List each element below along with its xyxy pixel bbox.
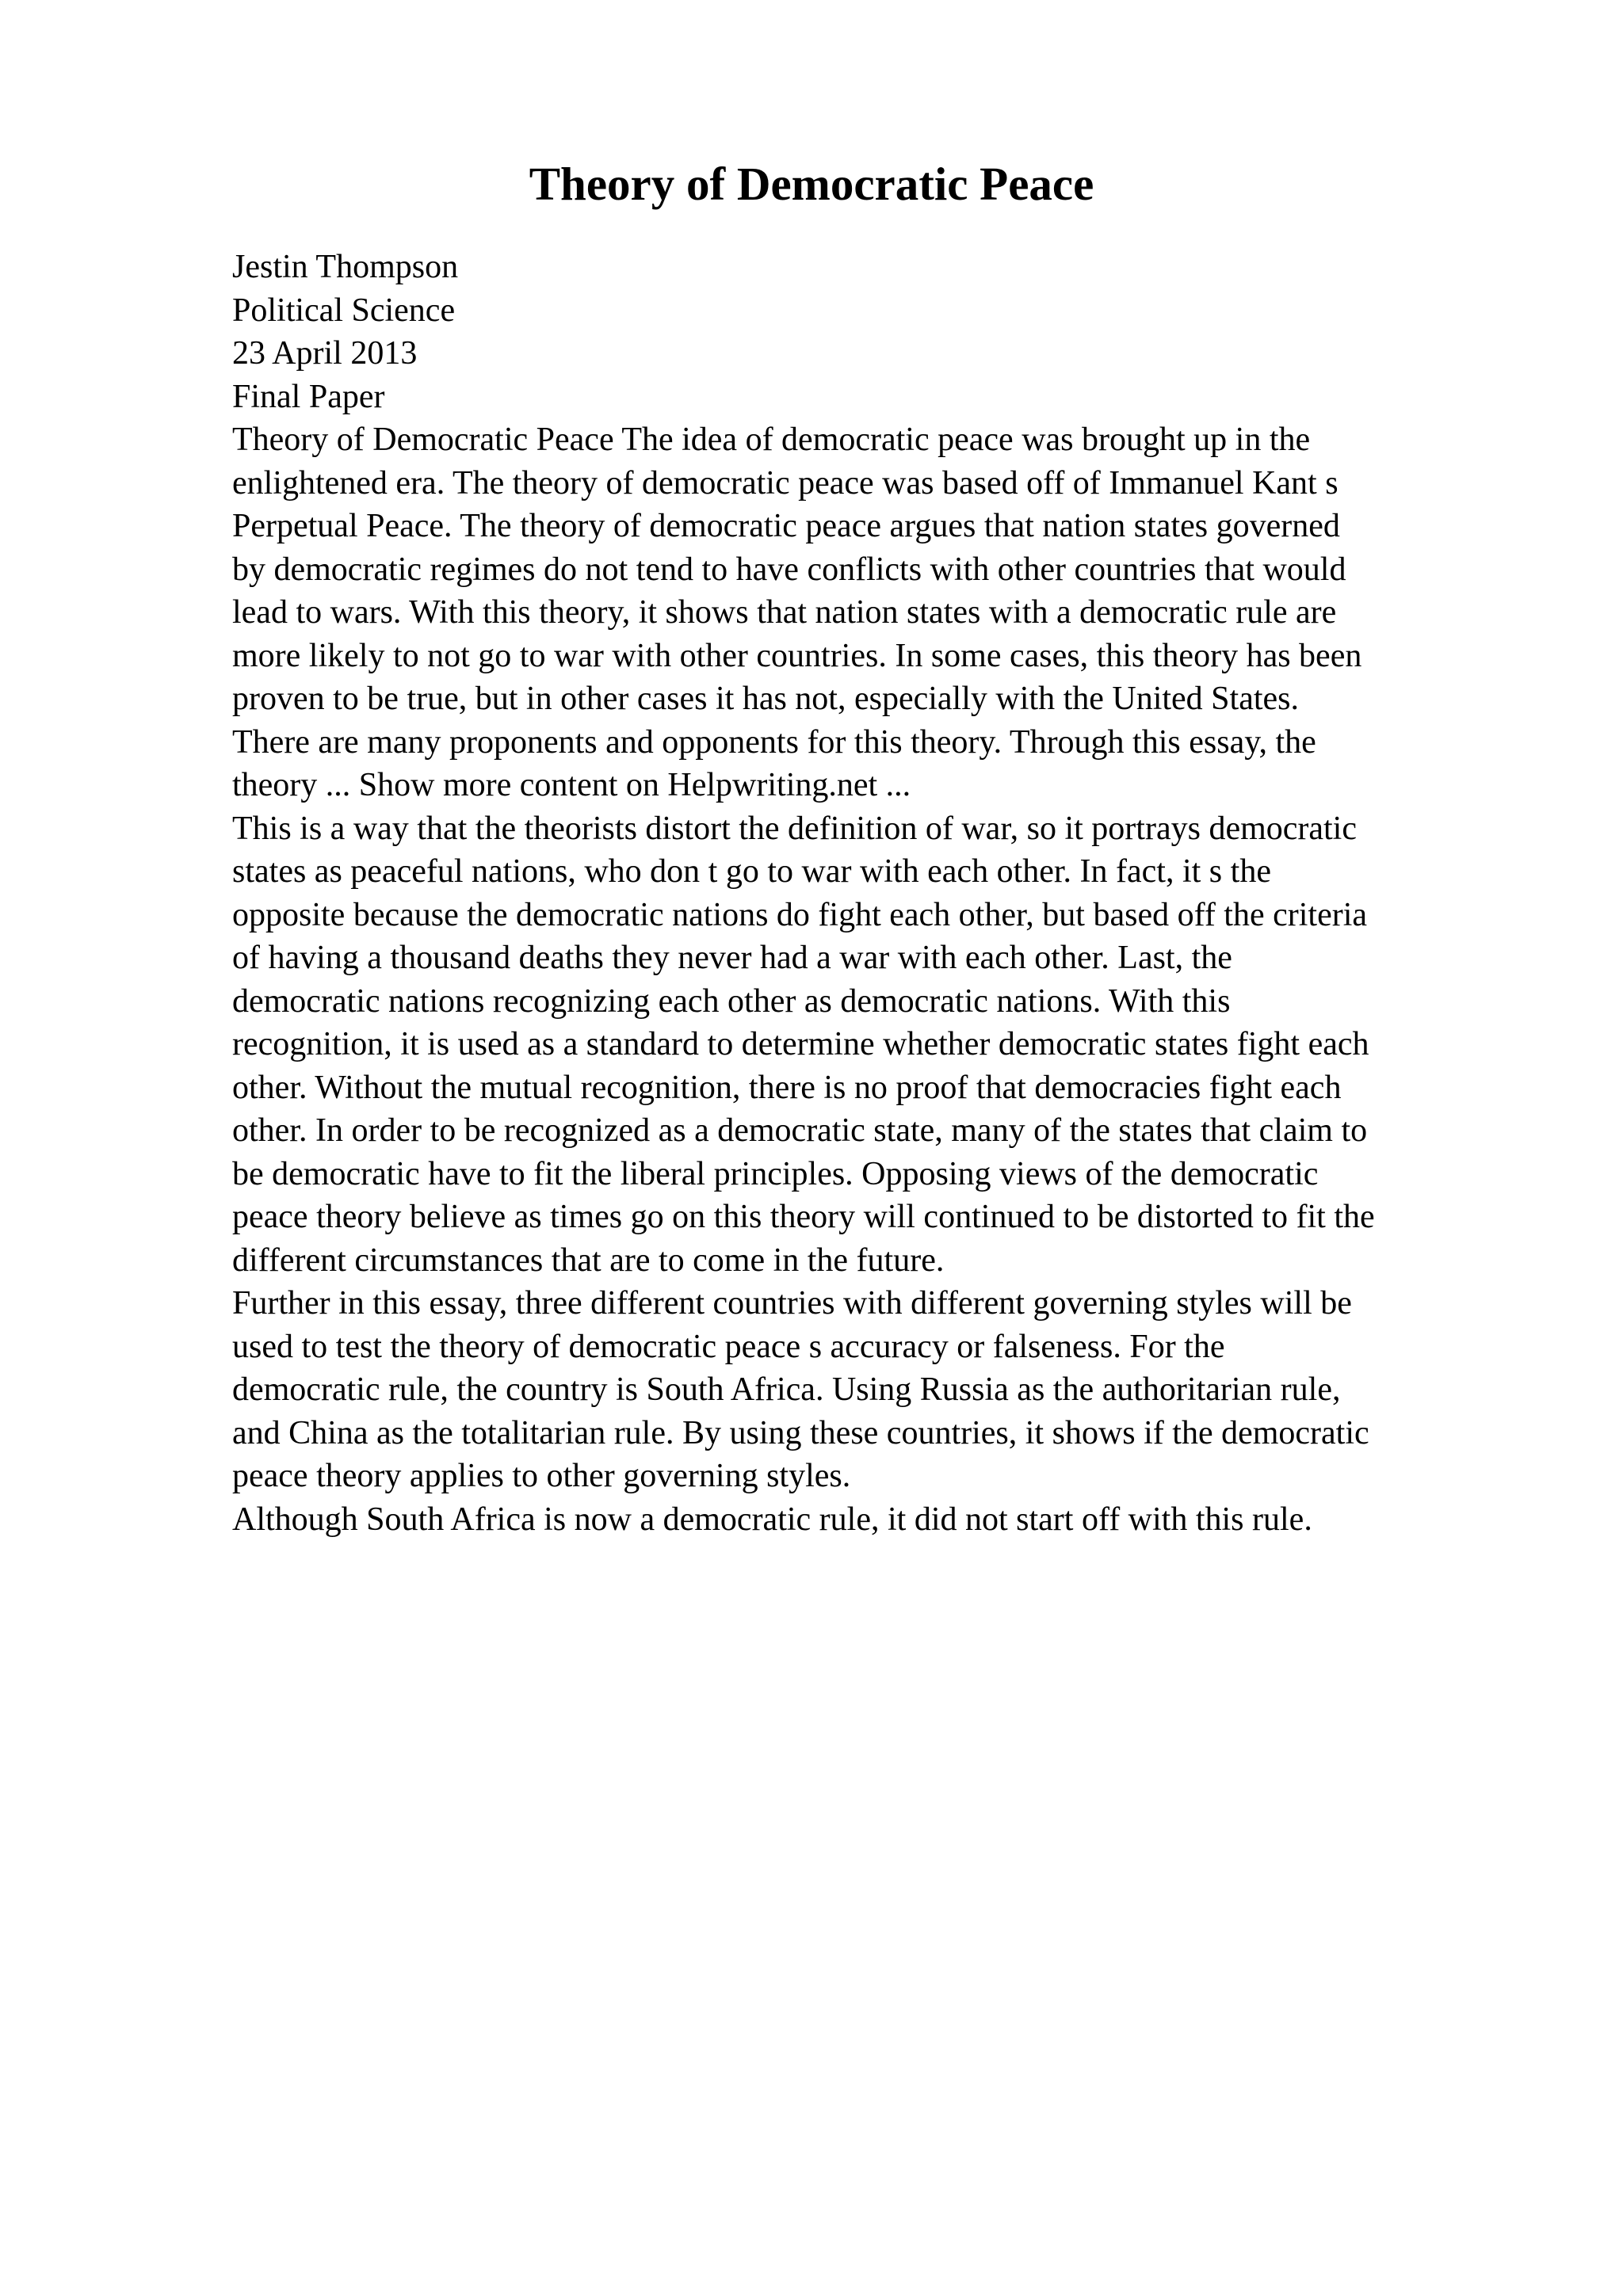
paragraph-4: [232, 1498, 1516, 1542]
paragraph-line: other. Without the mutual recognition, there is no proof that democracies fight each: [232, 1069, 1342, 1106]
paragraph-line: opposite because the democratic nations do fight each other, but based off the criteria: [232, 896, 1368, 933]
paragraph-line: proven to be true, but in other cases it has not, especially with the United States.: [232, 681, 1300, 717]
paragraph-line: Perpetual Peace. The theory of democratic peace argues that nation states governed: [232, 508, 1340, 544]
paragraph-line: peace theory believe as times go on this theory will continued to be distorted to fit the: [232, 1199, 1375, 1235]
paragraph-line: lead to wars. With this theory, it shows that nation states with a democratic rule are: [232, 594, 1337, 631]
paragraph-line: used to test the theory of democratic peace s accuracy or falseness. For the: [232, 1328, 1225, 1365]
paragraph-line: other. In order to be recognized as a democratic state, many of the states that claim to: [232, 1112, 1368, 1149]
paragraph-line: theory ... Show more content on Helpwriting.net ...: [232, 767, 911, 803]
document-type: Final Paper: [232, 378, 385, 415]
document-date: 23 April 2013: [232, 335, 418, 372]
author-name: Jestin Thompson: [232, 249, 459, 285]
document-body: [232, 246, 1516, 1541]
paragraph-line: There are many proponents and opponents for this theory. Through this essay, the: [232, 723, 1316, 761]
paragraph-line: This is a way that the theorists distort the definition of war, so it portrays democratic: [232, 810, 1357, 847]
paragraph-line: recognition, it is used as a standard to determine whether democratic states fight each: [232, 1026, 1369, 1062]
paragraph-2: [232, 807, 1516, 1283]
paragraph-line: different circumstances that are to come in the future.: [232, 1241, 945, 1279]
paragraph-line: democratic rule, the country is South Africa. Using Russia as the authoritarian rule,: [232, 1371, 1341, 1408]
paragraph-1: [232, 418, 1516, 807]
paragraph-line: by democratic regimes do not tend to have conflicts with other countries that would: [232, 551, 1346, 588]
paragraph-line: enlightened era. The theory of democratic peace was based off of Immanuel Kant s: [232, 464, 1338, 502]
course-name: Political Science: [232, 292, 456, 329]
paragraph-line: peace theory applies to other governing styles.: [232, 1458, 851, 1494]
paragraph-line: Theory of Democratic Peace The idea of democratic peace was brought up in the: [232, 421, 1311, 458]
paragraph-line: states as peaceful nations, who don t go to war with each other. In fact, it s the: [232, 853, 1271, 890]
paragraph-line: be democratic have to fit the liberal principles. Opposing views of the democratic: [232, 1155, 1319, 1192]
paragraph-line: Further in this essay, three different countries with different governing styles will be: [232, 1285, 1352, 1322]
document-title: Theory of Democratic Peace: [529, 158, 1094, 210]
paragraph-line: Although South Africa is now a democratic rule, it did not start off with this rule.: [232, 1501, 1312, 1538]
paragraph-line: more likely to not go to war with other countries. In some cases, this theory has been: [232, 637, 1362, 674]
paragraph-line: of having a thousand deaths they never had a war with each other. Last, the: [232, 940, 1232, 976]
header-block: [232, 246, 1516, 418]
paragraph-line: and China as the totalitarian rule. By using these countries, it shows if the democratic: [232, 1414, 1369, 1451]
paragraph-3: [232, 1282, 1516, 1498]
paragraph-line: democratic nations recognizing each other as democratic nations. With this: [232, 982, 1231, 1020]
